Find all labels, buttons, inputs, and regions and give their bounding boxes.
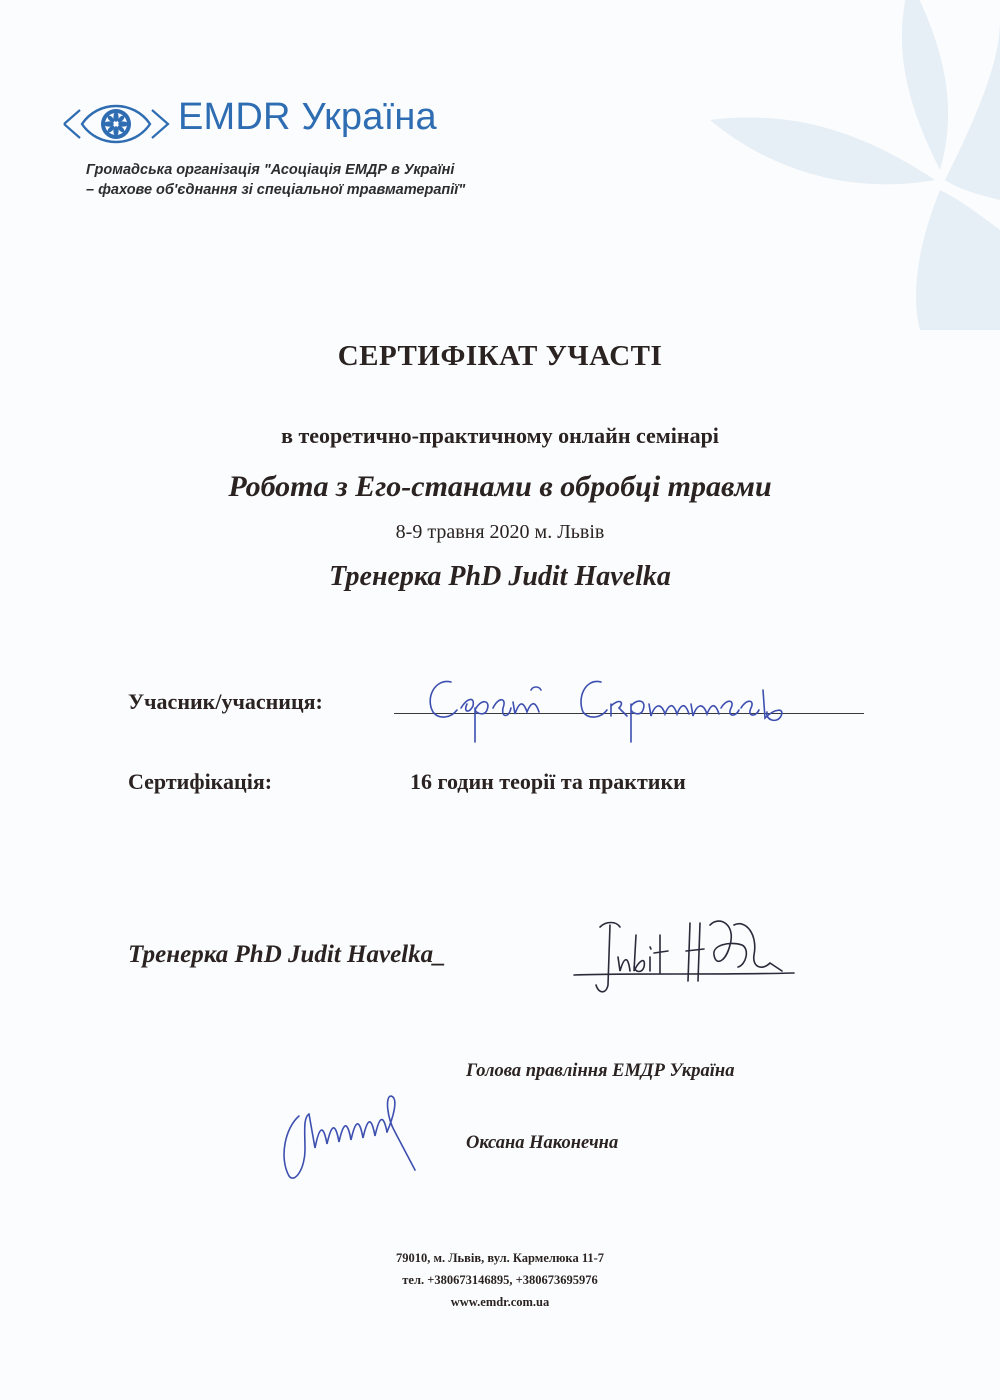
org-line-1: Громадська організація "Асоціація ЕМДР в Україні: [86, 162, 455, 178]
certificate-subtitle: в теоретично-практичному онлайн семінарі: [281, 423, 719, 448]
certification-label: Сертифікація:: [128, 769, 273, 794]
eye-logo-icon: [60, 94, 172, 152]
organization-name: [86, 160, 556, 200]
participant-label: Учасник/учасниця:: [128, 689, 323, 714]
date-place: 8-9 травня 2020 м. Львів: [395, 521, 605, 543]
emdr-logo: [60, 92, 490, 154]
footer-website[interactable]: www.emdr.com.ua: [450, 1295, 550, 1309]
brand-name: EMDR Україна: [178, 96, 437, 138]
trainer-signature: [570, 905, 800, 1000]
certificate-title: СЕРТИФІКАТ УЧАСТІ: [337, 340, 663, 372]
flower-watermark-icon: [560, 0, 1000, 330]
certification-value: 16 годин теорії та практики: [410, 769, 686, 794]
footer-address: 79010, м. Львів, вул. Кармелюка 11-7: [395, 1251, 605, 1265]
head-of-board-name: Оксана Наконечна: [466, 1133, 619, 1153]
head-signature: [275, 1088, 425, 1188]
participant-handwritten-name: [415, 668, 815, 748]
footer-phones: тел. +380673146895, +380673695976: [402, 1273, 598, 1287]
head-of-board-title: Голова правління ЕМДР Україна: [466, 1061, 735, 1081]
seminar-title: Робота з Его-станами в обробці травми: [228, 470, 772, 503]
org-line-2: – фахове об'єднання зі спеціальної травматерапії": [86, 182, 466, 198]
trainer-name: Тренерка PhD Judit Havelka: [329, 561, 671, 592]
trainer-signature-label: Тренерка PhD Judit Havelka_: [128, 941, 446, 968]
